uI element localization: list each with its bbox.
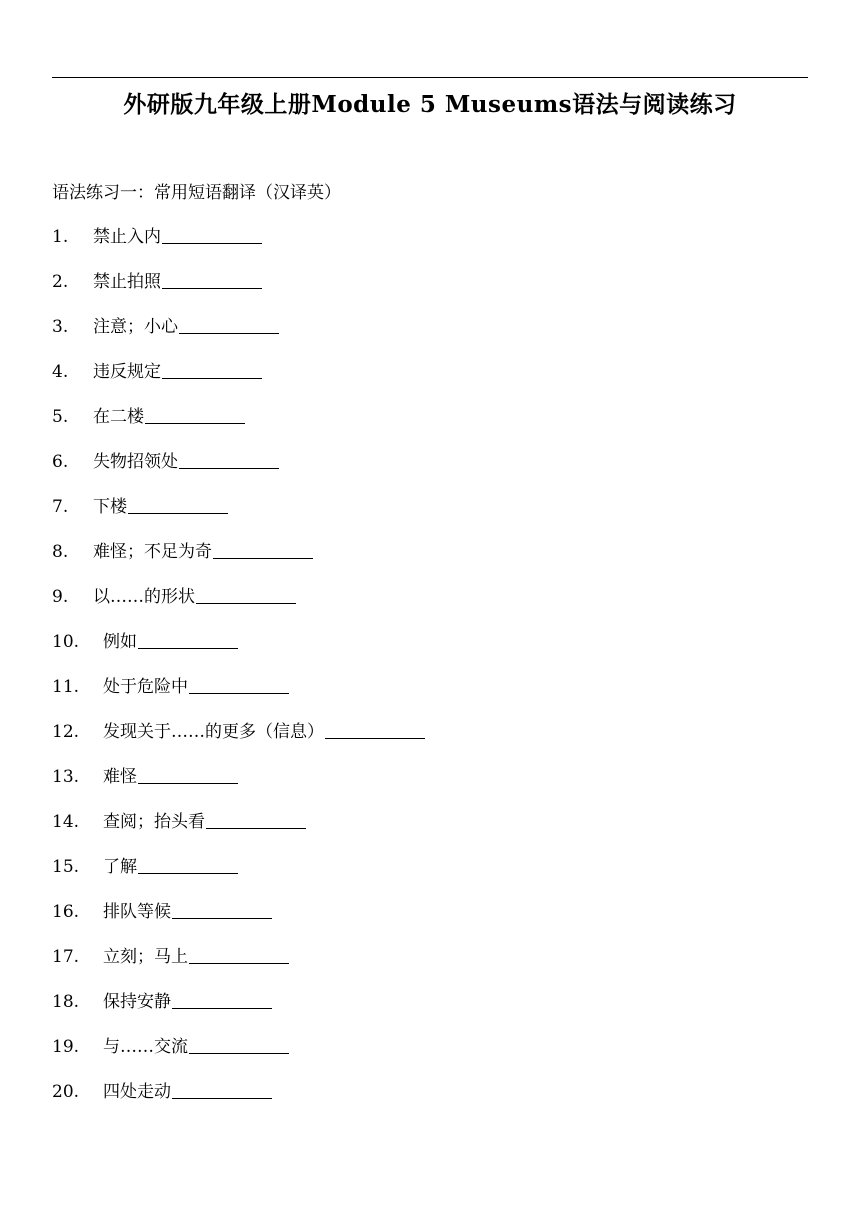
item-number: 9. <box>52 587 69 607</box>
document-title: 外研版九年级上册Module 5 Museums语法与阅读练习 <box>123 91 737 118</box>
answer-blank[interactable] <box>172 989 272 1009</box>
item-number: 7. <box>52 497 69 517</box>
answer-blank[interactable] <box>172 1079 272 1099</box>
exercise-item <box>52 494 425 539</box>
answer-blank[interactable] <box>189 674 289 694</box>
item-prompt: 禁止拍照 <box>93 272 161 292</box>
item-prompt: 处于危险中 <box>103 677 188 697</box>
answer-blank[interactable] <box>196 584 296 604</box>
answer-blank[interactable] <box>128 494 228 514</box>
answer-blank[interactable] <box>172 899 272 919</box>
exercise-item <box>52 584 425 629</box>
answer-blank[interactable] <box>145 404 245 424</box>
answer-blank[interactable] <box>213 539 313 559</box>
item-prompt: 失物招领处 <box>93 452 178 472</box>
item-prompt: 了解 <box>103 857 137 877</box>
answer-blank[interactable] <box>179 314 279 334</box>
item-number: 5. <box>52 407 69 427</box>
exercise-item <box>52 809 425 854</box>
item-prompt: 下楼 <box>93 497 127 517</box>
item-number: 12. <box>52 722 80 742</box>
item-prompt: 与……交流 <box>103 1037 188 1057</box>
item-prompt: 发现关于……的更多（信息） <box>103 722 324 742</box>
exercise-item <box>52 764 425 809</box>
item-prompt: 排队等候 <box>103 902 171 922</box>
exercise-item <box>52 539 425 584</box>
item-number: 14. <box>52 812 80 832</box>
exercise-item <box>52 359 425 404</box>
item-number: 18. <box>52 992 80 1012</box>
item-prompt: 保持安静 <box>103 992 171 1012</box>
exercise-item <box>52 314 425 359</box>
exercise-item <box>52 629 425 674</box>
answer-blank[interactable] <box>179 449 279 469</box>
item-number: 3. <box>52 317 69 337</box>
item-number: 17. <box>52 947 80 967</box>
item-number: 2. <box>52 272 69 292</box>
answer-blank[interactable] <box>138 854 238 874</box>
answer-blank[interactable] <box>189 1034 289 1054</box>
exercise-item <box>52 1034 425 1079</box>
answer-blank[interactable] <box>189 944 289 964</box>
item-prompt: 四处走动 <box>103 1082 171 1102</box>
exercise-item <box>52 449 425 494</box>
item-number: 20. <box>52 1082 80 1102</box>
exercise-item <box>52 404 425 449</box>
item-number: 1. <box>52 227 69 247</box>
item-prompt: 以……的形状 <box>93 587 195 607</box>
item-prompt: 禁止入内 <box>93 227 161 247</box>
item-number: 8. <box>52 542 69 562</box>
answer-blank[interactable] <box>325 719 425 739</box>
item-prompt: 难怪 <box>103 767 137 787</box>
item-prompt: 违反规定 <box>93 362 161 382</box>
item-prompt: 在二楼 <box>93 407 144 427</box>
answer-blank[interactable] <box>162 269 262 289</box>
item-number: 13. <box>52 767 80 787</box>
item-prompt: 注意；小心 <box>93 317 178 337</box>
exercise-item <box>52 719 425 764</box>
answer-blank[interactable] <box>162 224 262 244</box>
answer-blank[interactable] <box>206 809 306 829</box>
item-number: 11. <box>52 677 80 697</box>
item-number: 6. <box>52 452 69 472</box>
answer-blank[interactable] <box>162 359 262 379</box>
item-number: 4. <box>52 362 69 382</box>
exercise-item <box>52 989 425 1034</box>
item-prompt: 难怪；不足为奇 <box>93 542 212 562</box>
exercise-item <box>52 674 425 719</box>
item-number: 16. <box>52 902 80 922</box>
exercise-item <box>52 1079 425 1124</box>
exercise-item <box>52 944 425 989</box>
item-prompt: 例如 <box>103 632 137 652</box>
item-prompt: 立刻；马上 <box>103 947 188 967</box>
exercise-item <box>52 854 425 899</box>
section-heading: 语法练习一：常用短语翻译（汉译英） <box>52 183 341 203</box>
item-prompt: 查阅；抬头看 <box>103 812 205 832</box>
answer-blank[interactable] <box>138 629 238 649</box>
exercise-item <box>52 224 425 269</box>
item-number: 15. <box>52 857 80 877</box>
item-number: 19. <box>52 1037 80 1057</box>
top-divider <box>52 77 808 78</box>
exercise-item <box>52 899 425 944</box>
exercise-item <box>52 269 425 314</box>
item-number: 10. <box>52 632 80 652</box>
answer-blank[interactable] <box>138 764 238 784</box>
exercise-list <box>52 224 425 1124</box>
